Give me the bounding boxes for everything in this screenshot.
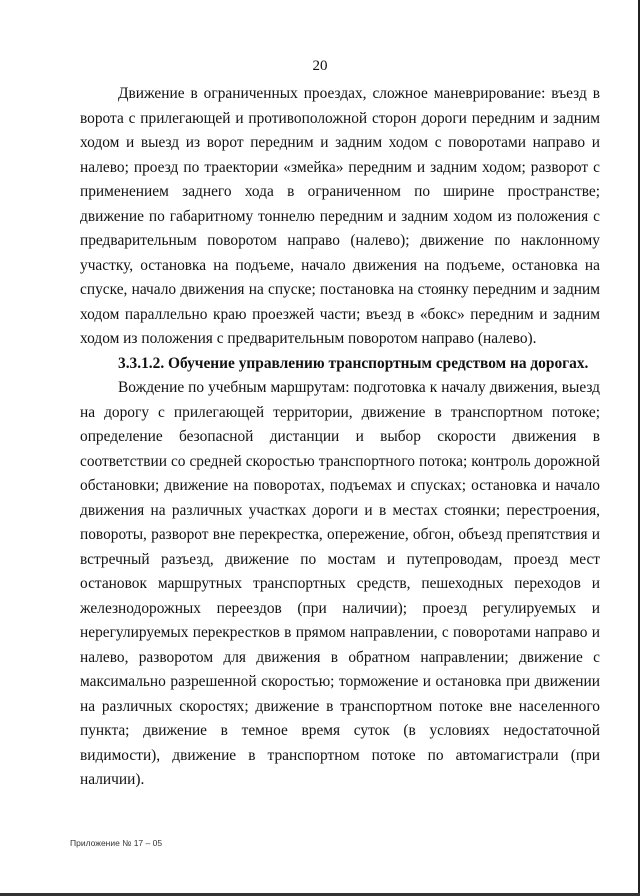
page-number: 20 <box>312 58 328 74</box>
section-heading: 3.3.1.2. Обучение управлению транспортным средством на дорогах. <box>118 354 589 372</box>
paragraph-maneuvering: Движение в ограниченных проездах, сложное маневрирование: въезд в ворота с прилегающей и противоположной сторон дороги передним и задним ходом и выезд из ворот передним и задним ходом с поворотами направо и налево; проезд по траектории «змейка» передним и задним ходом; разворот с применением заднего хода в ограниченном по ширине пространстве; движение по габаритному тоннелю передним и задним ходом из положения с предварительным поворотом направо (налево); движение по наклонному участку, остановка на подъеме, начало движения на подъеме, остановка на спуске, начало движения на спуске; постановка на стоянку передним и задним ходом параллельно краю проезжей части; въезд в «бокс» передним и задним ходом из положения с предварительным поворотом направо (налево). <box>80 85 600 347</box>
page-footer: Приложение № 17 – 05 <box>70 838 163 848</box>
document-body <box>80 82 600 793</box>
paragraph-road-driving: Вождение по учебным маршрутам: подготовка к началу движения, выезд на дорогу с прилегающей территории, движение в транспортном потоке; определение безопасной дистанции и выбор скорости движения в соответствии со средней скоростью транспортного потока; контроль дорожной обстановки; движение на поворотах, подъемах и спусках; остановка и начало движения на различных участках дороги и в местах стоянки; перестроения, повороты, разворот вне перекрестка, опережение, обгон, объезд препятствия и встречный разъезд, движение по мостам и путепроводам, проезд мест остановок маршрутных транспортных средств, пешеходных переходов и железнодорожных переездов (при наличии); проезд регулируемых и нерегулируемых перекрестков в прямом направлении, с поворотами направо и налево, разворотом для движения в обратном направлении; движение с максимально разрешенной скоростью; торможение и остановка при движении на различных скоростях; движение в транспортном потоке вне населенного пункта; движение в темное время суток (в условиях недостаточной видимости), движение в транспортном потоке по автомагистрали (при наличии). <box>80 379 600 788</box>
